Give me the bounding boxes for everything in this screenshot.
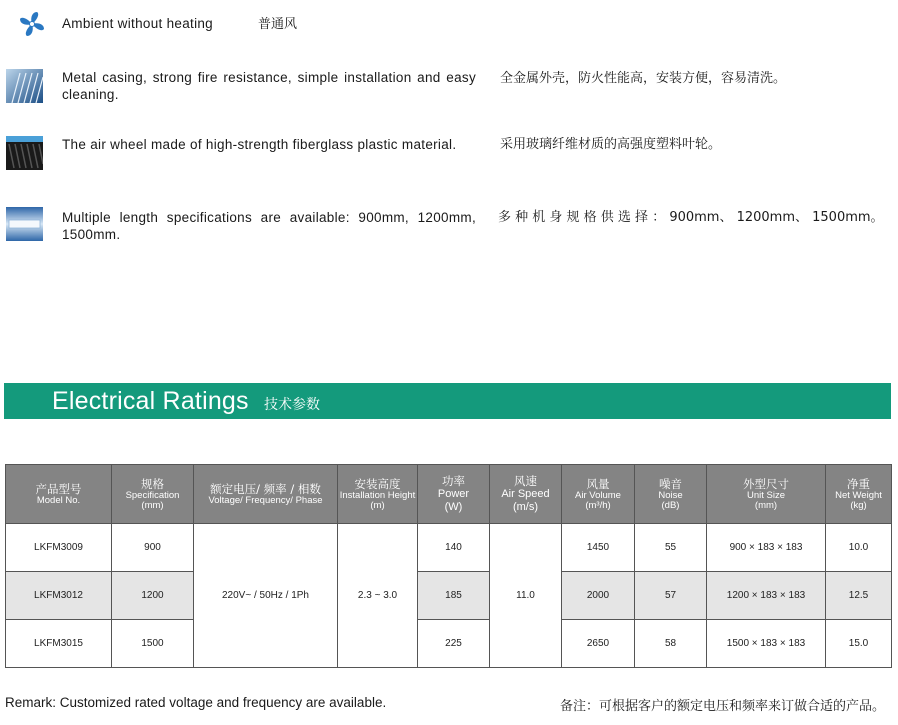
col-volume: 风量 Air Volume (m³/h) [562,465,635,524]
cell-spec: 900 [112,524,194,572]
section-title: Electrical Ratings [52,387,249,415]
cell-size: 1200 × 183 × 183 [707,572,826,620]
table-header-row [6,465,892,524]
metal-casing-icon [6,69,43,103]
remark-en: Remark: Customized rated voltage and frequency are available. [5,695,387,710]
feature-cn: 采用玻璃纤维材质的高强度塑料叶轮。 [500,137,722,152]
cell-size: 1500 × 183 × 183 [707,620,826,668]
col-height: 安装高度 Installation Height (m) [338,465,418,524]
feature-cn: 普通风 [258,17,298,32]
remark-cn: 备注：可根据客户的额定电压和频率来订做合适的产品。 [560,699,886,714]
cell-volume: 2000 [562,572,635,620]
col-size: 外型尺寸 Unit Size (mm) [707,465,826,524]
col-noise: 噪音 Noise (dB) [635,465,707,524]
cell-voltage: 220V~ / 50Hz / 1Ph [194,524,338,668]
table-row [6,572,892,620]
cell-speed: 11.0 [490,524,562,668]
section-title-cn: 技术参数 [264,397,320,413]
feature-en: Multiple length specifications are available: 900mm, 1200mm, 1500mm. [62,210,476,242]
section-banner [4,383,891,419]
cell-height: 2.3 ~ 3.0 [338,524,418,668]
cell-weight: 15.0 [826,620,892,668]
cell-power: 185 [418,572,490,620]
cell-spec: 1200 [112,572,194,620]
feature-en: The air wheel made of high-strength fiberglass plastic material. [62,137,457,152]
cell-power: 140 [418,524,490,572]
feature-cn: 全金属外壳，防火性能高，安装方便，容易清洗。 [500,71,787,86]
col-power: 功率 Power (W) [418,465,490,524]
table-row [6,620,892,668]
cell-weight: 10.0 [826,524,892,572]
cell-noise: 55 [635,524,707,572]
ratings-table [5,464,892,668]
cell-noise: 58 [635,620,707,668]
cell-volume: 1450 [562,524,635,572]
cell-model: LKFM3009 [6,524,112,572]
col-weight: 净重 Net Weight (kg) [826,465,892,524]
cell-spec: 1500 [112,620,194,668]
table-row [6,524,892,572]
cell-power: 225 [418,620,490,668]
cell-model: LKFM3015 [6,620,112,668]
feature-cn: 多 种 机 身 规 格 供 选 择 ： 900mm、 1200mm、 1500mm。 [498,210,884,225]
feature-en: Metal casing, strong fire resistance, simple installation and easy cleaning. [62,70,476,102]
col-voltage: 额定电压/ 频率 / 相数 Voltage/ Frequency/ Phase [194,465,338,524]
col-speed: 风速 Air Speed (m/s) [490,465,562,524]
cell-noise: 57 [635,572,707,620]
cell-model: LKFM3012 [6,572,112,620]
col-model: 产品型号 Model No. [6,465,112,524]
feature-en: Ambient without heating [62,16,213,31]
length-spec-icon [6,207,43,241]
cell-size: 900 × 183 × 183 [707,524,826,572]
fan-icon [18,10,46,38]
col-spec: 规格 Specification (mm) [112,465,194,524]
cell-volume: 2650 [562,620,635,668]
air-wheel-icon [6,136,43,170]
cell-weight: 12.5 [826,572,892,620]
